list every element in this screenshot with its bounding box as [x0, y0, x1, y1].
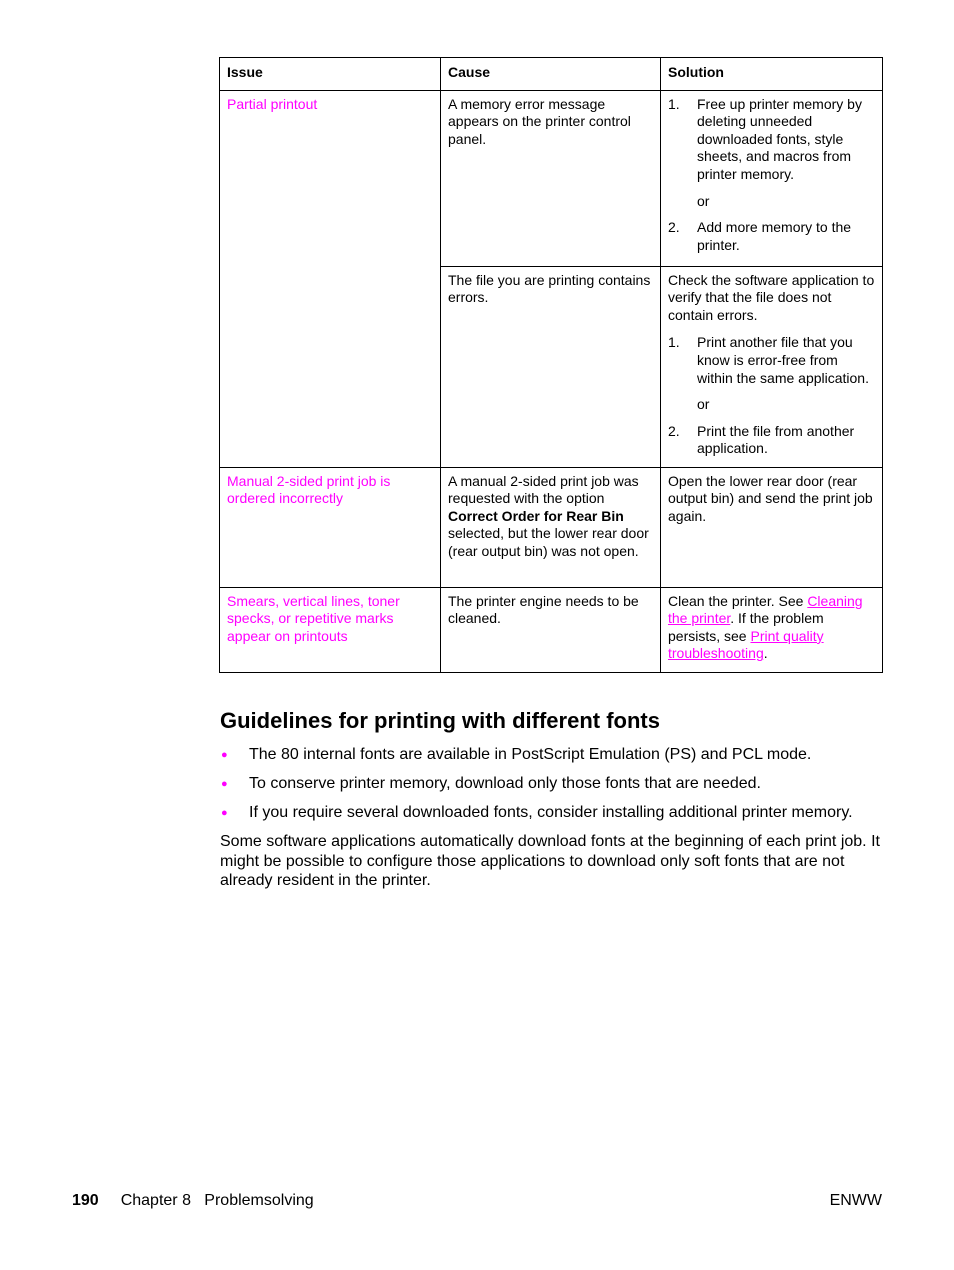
header-solution: Solution	[661, 58, 883, 91]
or-text: or	[697, 192, 710, 209]
issue-cell	[220, 90, 441, 467]
bullet-icon: ●	[221, 749, 228, 761]
bullet-text: If you require several downloaded fonts, consider installing additional printer memory.	[249, 804, 853, 821]
list-item	[220, 774, 890, 794]
solution-intro: Check the software application to verify that the file does not contain errors.	[668, 271, 875, 323]
cause-text-pre: A manual 2-sided print job was requested with the option	[448, 472, 639, 507]
solution-cell	[661, 587, 883, 672]
footer-left	[72, 1191, 314, 1211]
solution-list	[668, 334, 875, 458]
list-item	[220, 803, 890, 823]
list-number: 2.	[668, 422, 680, 439]
header-cause: Cause	[441, 58, 661, 91]
list-item	[668, 423, 875, 458]
cleaning-printer-link[interactable]: Cleaning the printer	[668, 592, 863, 627]
list-item	[220, 745, 890, 765]
list-number: 1.	[668, 334, 680, 351]
header-issue: Issue	[220, 58, 441, 91]
bullet-icon: ●	[221, 807, 228, 819]
chapter-title: Chapter 8 Problemsolving	[120, 1192, 314, 1209]
cause-text: A memory error message appears on the printer control panel.	[448, 95, 631, 147]
list-item	[668, 219, 875, 254]
issue-smears[interactable]: Smears, vertical lines, toner specks, or repetitive marks appear on printouts	[227, 592, 400, 644]
issue-partial-printout[interactable]: Partial printout	[227, 95, 318, 112]
list-number: 1.	[668, 95, 680, 112]
solution-text-post: .	[763, 645, 768, 662]
list-text: Free up printer memory by deleting unneeded downloaded fonts, style sheets, and macros from printer memory.	[697, 95, 862, 182]
table-row	[220, 90, 883, 266]
cause-text: The file you are printing contains errors.	[448, 271, 651, 306]
or-text: or	[697, 396, 710, 413]
issue-manual-duplex[interactable]: Manual 2-sided print job is ordered incorrectly	[227, 472, 391, 507]
bullet-text: To conserve printer memory, download only those fonts that are needed.	[249, 775, 761, 792]
cause-cell	[441, 467, 661, 587]
table-row	[220, 467, 883, 587]
list-number: 2.	[668, 219, 680, 236]
list-text: Print another file that you know is error-free from within the same application.	[697, 334, 869, 386]
solution-cell	[661, 266, 883, 467]
table-header-row	[220, 58, 883, 91]
troubleshooting-table	[219, 57, 883, 673]
list-item	[668, 334, 875, 387]
cause-option-name: Correct Order for Rear Bin	[448, 507, 624, 524]
cause-text-post: selected, but the lower rear door (rear output bin) was not open.	[448, 525, 649, 559]
section-heading: Guidelines for printing with different fonts	[220, 708, 660, 733]
page-number: 190	[72, 1192, 99, 1209]
list-item	[668, 96, 875, 184]
bullet-icon: ●	[221, 778, 228, 790]
list-text: Print the file from another application.	[697, 422, 855, 457]
body-paragraph: Some software applications automatically download fonts at the beginning of each print job. It might be possible to configure those applications to download only soft fonts that are not already resident in the printer.	[220, 833, 880, 889]
solution-cell	[661, 90, 883, 266]
cause-cell	[441, 90, 661, 266]
page-footer	[72, 1191, 882, 1211]
print-quality-link[interactable]: Print quality troubleshooting	[668, 627, 824, 662]
solution-list	[668, 96, 875, 255]
cause-cell	[441, 587, 661, 672]
issue-cell	[220, 467, 441, 587]
table-row	[220, 587, 883, 672]
solution-text-pre: Clean the printer. See	[668, 592, 808, 609]
issue-cell	[220, 587, 441, 672]
list-text: Add more memory to the printer.	[697, 219, 852, 253]
solution-cell	[661, 467, 883, 587]
solution-text-mid: . If the problem persists, see	[668, 610, 824, 644]
cause-cell	[441, 266, 661, 467]
footer-right: ENWW	[829, 1192, 882, 1209]
solution-text: Open the lower rear door (rear output bin) and send the print job again.	[668, 472, 873, 524]
font-guidelines-list	[220, 745, 890, 832]
bullet-text: The 80 internal fonts are available in PostScript Emulation (PS) and PCL mode.	[249, 746, 812, 763]
cause-text: The printer engine needs to be cleaned.	[448, 592, 639, 627]
